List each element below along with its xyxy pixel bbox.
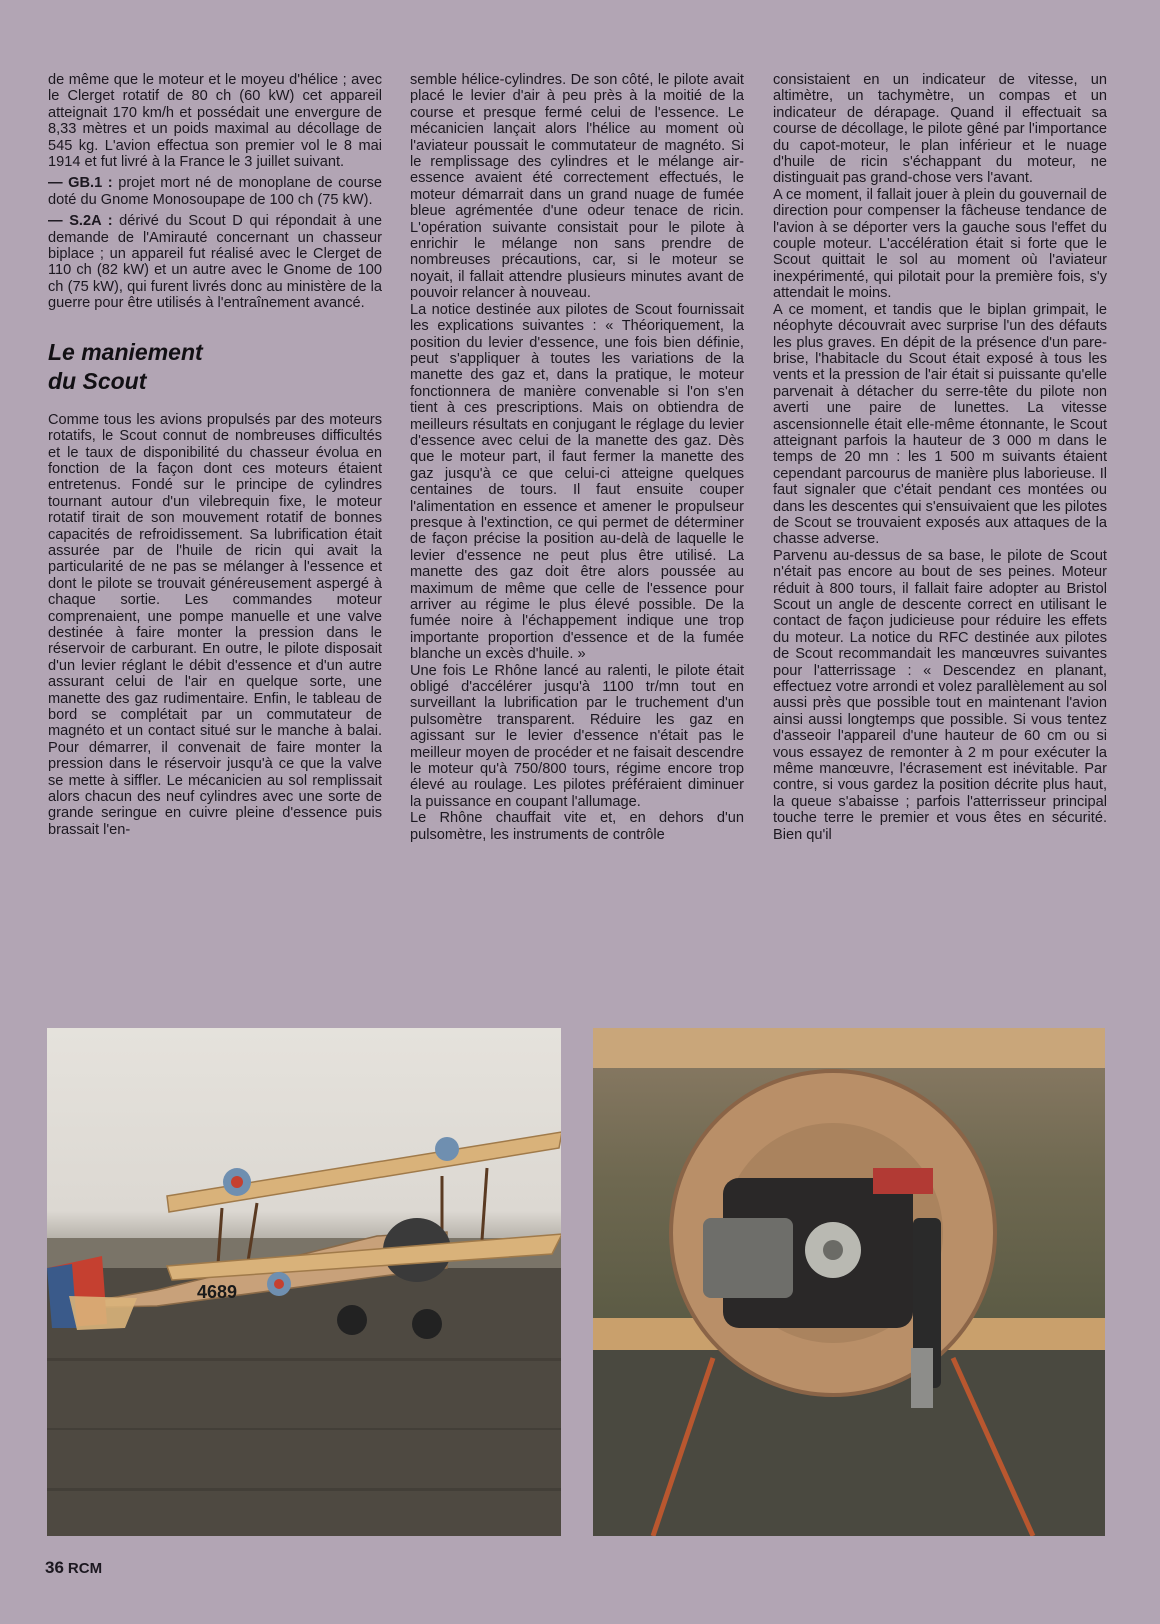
biplane-model-photo	[47, 1028, 561, 1536]
heading-line: du Scout	[48, 367, 147, 394]
paragraph: Une fois Le Rhône lancé au ralenti, le pilote était obligé d'accélérer jusqu'à 1100 tr/mn tout en surveillant la lubrification par le truchement d'un pulsomètre transparent. Réduire les gaz en agissant sur le levier d'essence n'était pas le meilleur moyen de procéder et ne faisait descendre le moteur qu'à 750/800 tours, régime encore trop élevé au roulage. Les pilotes préféraient diminuer la puissance en coupant l'allumage.	[410, 662, 744, 810]
paragraph: de même que le moteur et le moyeu d'hélice ; avec le Clerget rotatif de 80 ch (60 kW) cet appareil atteignait 170 km/h et possédait une envergure de 8,33 mètres et un poids maximal au décollage de 545 kg. L'avion effectua son premier vol le 8 mai 1914 et fut livré à la France le 3 juillet suivant.	[48, 72, 382, 171]
magazine-name: RCM	[67, 1560, 103, 1577]
entry-text: dérivé du Scout D qui répondait à une demande de l'Amirauté concernant un chasseur biplace ; un appareil fut réalisé avec le Clerget de 110 ch (82 kW) et un autre avec le Gnome de 100 ch (75 kW), qui furent livrés donc au ministère de la guerre pour être utilisés à l'entraînement avancé.	[48, 213, 383, 312]
paragraph: A ce moment, et tandis que le biplan grimpait, le néophyte découvrait avec surprise l'un des défauts les plus graves. En dépit de la présence d'un pare-brise, l'habitacle du Scout était exposé à tous les vents et la pression de l'air était si puissante qu'elle parvenait à détacher du serre-tête du pilote non averti une paire de lunettes. La vitesse ascensionnelle était elle-même étonnante, le Scout atteignant parfois la hauteur de 3 000 m dans le temps de 20 mn : les 1 500 m suivants étaient cependant parcourus de manière plus laborieuse. Il faut signaler que c'était pendant ces montées ou dans les descentes qui s'ensuivaient que les pilotes de Scout se trouvaient exposés aux attaques de la chasse adverse.	[773, 301, 1107, 548]
paragraph-s2a	[48, 213, 382, 311]
entry-label: — S.2A :	[48, 213, 113, 230]
paragraph: semble hélice-cylindres. De son côté, le pilote avait placé le levier d'air à peu près à la moitié de la course et presque fermé celui de l'essence. Le mécanicien lançait alors l'hélice au moment où l'aviateur poussait le commutateur de magnéto. Si le remplissage des cylindres et le mélange air-essence avaient été correctement effectués, le moteur démarrait dans un grand nuage de fumée bleue agrémentée d'une odeur tenace de ricin. L'opération suivante consistait pour le pilote à enrichir le mélange non sans prendre de nombreuses précautions, car, si le moteur se noyait, il fallait attendre plusieurs minutes avant de pouvoir relancer à nouveau.	[410, 72, 744, 302]
paragraph: Comme tous les avions propulsés par des moteurs rotatifs, le Scout connut de nombreuses difficultés et le taux de disponibilité du chasseur évolua en fonction de la façon dont ces moteurs étaient entretenus. Fondé sur le principe de cylindres tournant autour d'un vilebrequin fixe, le moteur rotatif tirait de son mouvement rotatif de bonnes capacités de refroidissement. Sa lubrification était assurée par de l'huile de ricin qui avait la particularité de ne pas se mélanger à l'essence et dont le pilote se trouvait généreusement aspergé à chaque sortie. Les commandes moteur comprenaient, une pompe manuelle et une valve destinée à faire monter la pression dans le réservoir de carburant. En outre, le pilote disposait d'un levier réglant le débit d'essence et d'un autre assurant celui de l'air en quelque sorte, une manette des gaz rudimentaire. Enfin, le tableau de bord se complétait par un commutateur de magnéto et un contact situé sur le manche à balai. Pour démarrer, il convenait de faire monter la pression dans le réservoir jusqu'à ce que la valve se mette à siffler. Le mécanicien au sol remplissait alors chacun des neuf cylindres avec une sorte de grande seringue en cuivre pleine d'essence puis brassait l'en-	[48, 411, 382, 838]
biplane-illustration	[47, 1028, 561, 1536]
engine-illustration	[593, 1028, 1105, 1536]
text-column-1	[48, 72, 382, 838]
page-footer	[45, 1558, 102, 1578]
entry-text: projet mort né de monoplane de course doté du Gnome Monosoupape de 100 ch (75 kW).	[48, 175, 382, 208]
page-number: 36	[45, 1558, 64, 1577]
entry-label: — GB.1 :	[48, 175, 113, 192]
text-column-3	[773, 72, 1107, 843]
text-column-2	[410, 72, 744, 843]
paragraph: Parvenu au-dessus de sa base, le pilote de Scout n'était pas encore au bout de ses peines. Moteur réduit à 800 tours, il fallait faire adopter au Bristol Scout un angle de descente correct en utilisant le contact de façon judicieuse pour réduire les effets du moteur. La notice du RFC destinée aux pilotes de Scout recommandait les manœuvres suivantes pour l'atterrissage : « Descendez en planant, effectuez votre arrondi et volez parallèlement au sol aussi près que possible tout en maintenant l'avion ainsi aussi longtemps que possible. Si vous tentez d'asseoir l'appareil d'une hauteur de 60 cm ou si vous essayez de remonter à 2 m pour exécuter la même manœuvre, l'écrasement est inévitable. Par contre, si vous gardez la position décrite plus haut, la queue s'abaisse ; parfois l'atterrisseur principal touche terre le premier et vous êtes en sécurité. Bien qu'il	[773, 547, 1107, 843]
serial-number: 4689	[197, 1282, 238, 1302]
section-heading	[48, 338, 382, 396]
paragraph: consistaient en un indicateur de vitesse, un altimètre, un tachymètre, un compas et un indicateur de dérapage. Quand il effectuait sa course de décollage, le pilote gêné par l'importance du capot-moteur, le plan inférieur et le nuage d'huile de ricin s'échappant du moteur, ne distinguait pas grand-chose vers l'avant.	[773, 72, 1107, 187]
paragraph-gb1	[48, 175, 382, 208]
engine-closeup-photo	[593, 1028, 1105, 1536]
heading-line: Le maniement	[48, 338, 203, 365]
paragraph: La notice destinée aux pilotes de Scout fournissait les explications suivantes : « Théoriquement, la position du levier d'essence, une fois bien définie, peut s'appliquer à toutes les variations de la manette des gaz et, dans la pratique, le moteur fonctionnera de manière convenable si l'on s'en tient à ces prescriptions. Mais on obtiendra de meilleurs résultats en conjugant le réglage du levier d'essence avec celui de la manette des gaz. Dès que le moteur part, il faut fermer la manette des gaz jusqu'à ce que celui-ci atteigne quelques centaines de tours. Il faut ensuite couper l'alimentation en essence et amener le propulseur presque à l'extinction, ce qui permet de déterminer de façon précise la position au-delà de laquelle le levier d'essence ne peut plus être utilisé. La manette des gaz doit être alors poussée au maximum de même que celle de l'essence pour arriver au régime le plus élevé possible. De la fumée noire à l'échappement indique une trop importante proportion d'essence et de la fumée blanche un excès d'huile. »	[410, 301, 744, 663]
paragraph: Le Rhône chauffait vite et, en dehors d'un pulsomètre, les instruments de contrôle	[410, 810, 744, 843]
paragraph: A ce moment, il fallait jouer à plein du gouvernail de direction pour compenser la fâcheuse tendance de l'avion à se déporter vers la gauche sous l'effet du couple moteur. L'accélération était si forte que le Scout quittait le sol au moment où l'aviateur inexpérimenté, qui pilotait pour la première fois, s'y attendait le moins.	[773, 186, 1107, 302]
